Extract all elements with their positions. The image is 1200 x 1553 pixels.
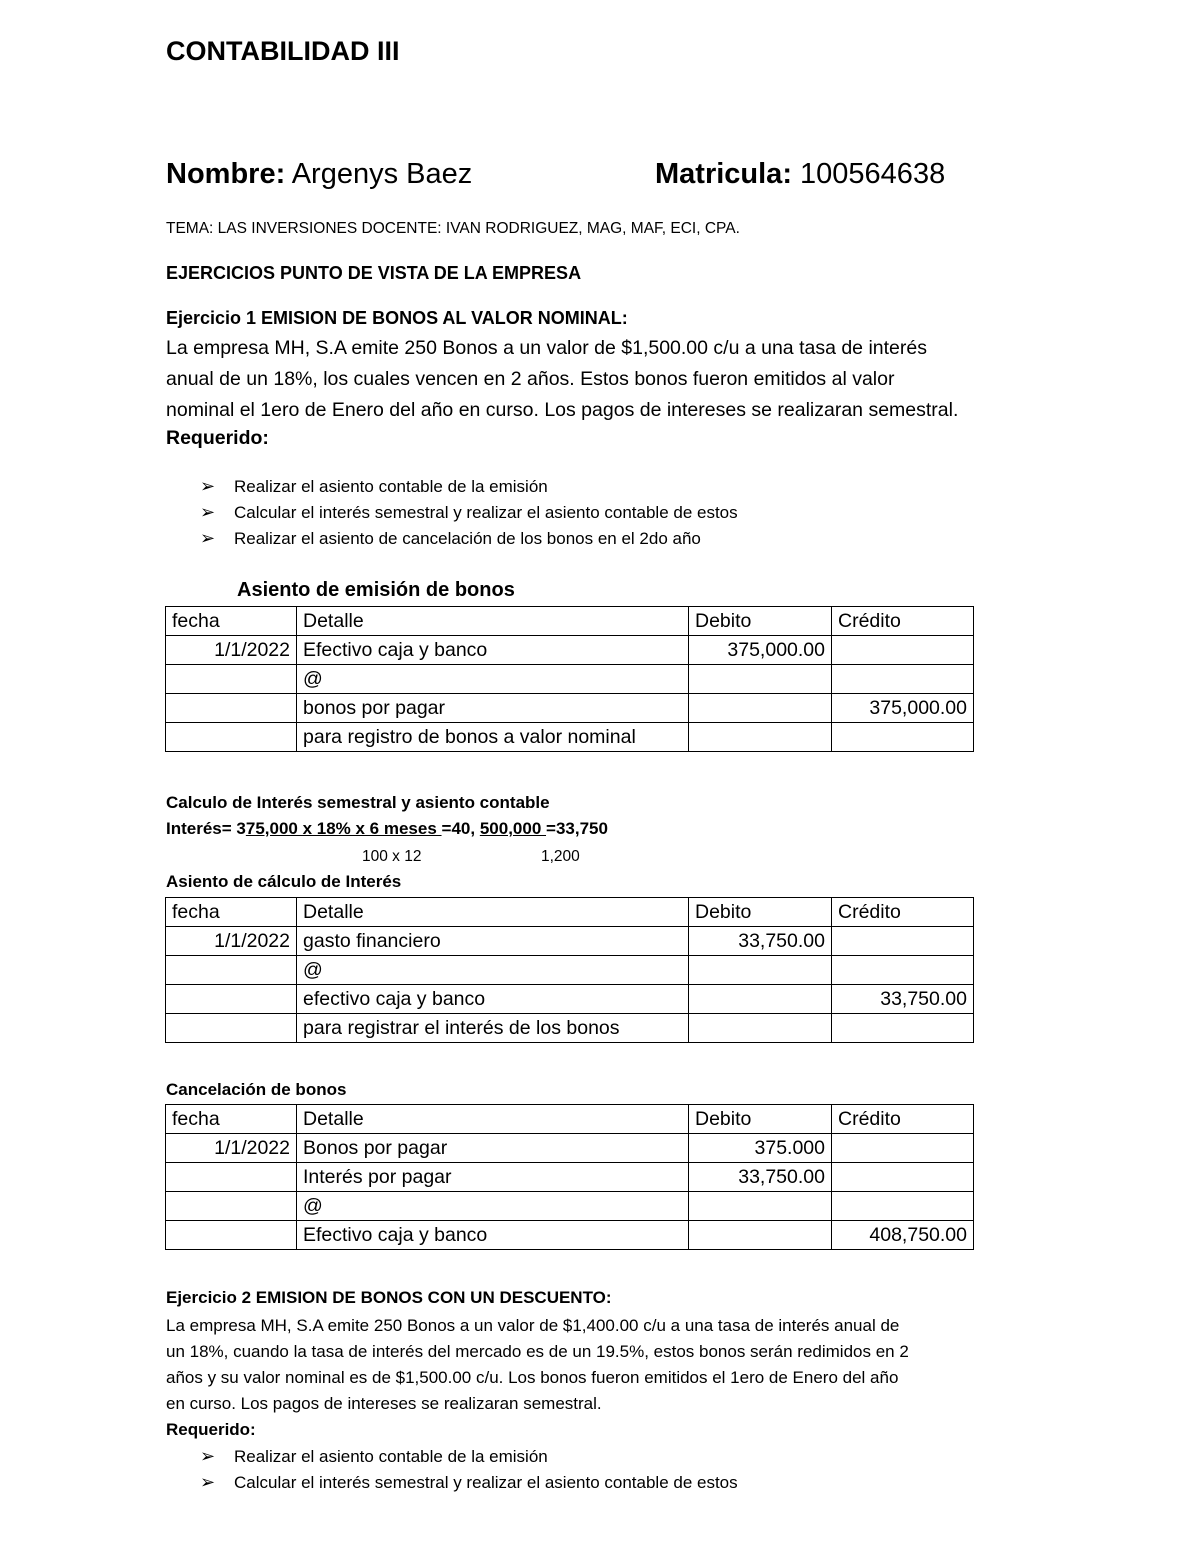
formula-numerator-1: 75,000 x 18% x 6 meses: [245, 819, 442, 838]
credit-cell: [832, 1163, 974, 1192]
table-row: [166, 927, 974, 956]
debit-cell: [689, 985, 832, 1014]
ex2-line: años y su valor nominal es de $1,500.00 c/u. Los bonos fueron emitidos el 1ero de Enero del año: [166, 1368, 899, 1387]
ex2-line: en curso. Los pagos de intereses se realizaran semestral.: [166, 1394, 602, 1413]
formula-result: =33,750: [546, 819, 608, 838]
debit-cell: 375.000: [689, 1134, 832, 1163]
date-cell: 1/1/2022: [166, 1134, 297, 1163]
date-cell: 1/1/2022: [166, 927, 297, 956]
debit-cell: [689, 723, 832, 752]
header-cell: Debito: [689, 607, 832, 636]
arrow-bullet-icon: ➢: [200, 1446, 216, 1466]
calc-heading: Calculo de Interés semestral y asiento contable: [166, 793, 550, 812]
cancelacion-table: [165, 1104, 974, 1250]
date-cell: [166, 665, 297, 694]
formula-numerator-2: 500,000: [479, 819, 547, 838]
header-cell: Crédito: [832, 898, 974, 927]
credit-cell: 375,000.00: [832, 694, 974, 723]
header-cell: Detalle: [297, 607, 689, 636]
ex2-requerido: Requerido:: [166, 1420, 256, 1439]
date-cell: [166, 956, 297, 985]
ex1-paragraph: [166, 333, 958, 426]
table-header-row: [166, 1105, 974, 1134]
date-cell: 1/1/2022: [166, 636, 297, 665]
formula-denominator-2: 1,200: [541, 848, 580, 865]
header-cell: Crédito: [832, 607, 974, 636]
credit-cell: [832, 927, 974, 956]
header-cell: Debito: [689, 1105, 832, 1134]
arrow-bullet-icon: ➢: [200, 476, 216, 496]
detail-cell: @: [297, 956, 689, 985]
credit-cell: [832, 1192, 974, 1221]
debit-cell: [689, 694, 832, 723]
credit-cell: [832, 723, 974, 752]
date-cell: [166, 694, 297, 723]
formula-mid: =40,: [441, 819, 480, 838]
header-cell: fecha: [166, 898, 297, 927]
date-cell: [166, 985, 297, 1014]
ex2-bullet: [200, 1446, 548, 1467]
emision-table: [165, 606, 974, 752]
credit-cell: [832, 665, 974, 694]
detail-cell: bonos por pagar: [297, 694, 689, 723]
table-row: [166, 694, 974, 723]
table-row: [166, 665, 974, 694]
debit-cell: 33,750.00: [689, 927, 832, 956]
bullet-text: Calcular el interés semestral y realizar el asiento contable de estos: [234, 1473, 738, 1492]
debit-cell: [689, 956, 832, 985]
header-cell: Detalle: [297, 1105, 689, 1134]
credit-cell: [832, 1134, 974, 1163]
debit-cell: [689, 1014, 832, 1043]
ex2-line: un 18%, cuando la tasa de interés del mercado es de un 19.5%, estos bonos serán redimidos en 2: [166, 1342, 909, 1361]
interes-table-title: Asiento de cálculo de Interés: [166, 872, 402, 891]
header-cell: fecha: [166, 1105, 297, 1134]
ex1-heading: Ejercicio 1 EMISION DE BONOS AL VALOR NOMINAL:: [166, 308, 628, 328]
detail-cell: Interés por pagar: [297, 1163, 689, 1192]
detail-cell: para registro de bonos a valor nominal: [297, 723, 689, 752]
arrow-bullet-icon: ➢: [200, 502, 216, 522]
topic-line: TEMA: LAS INVERSIONES DOCENTE: IVAN RODRIGUEZ, MAG, MAF, ECI, CPA.: [166, 220, 740, 237]
table-row: [166, 636, 974, 665]
ex2-line: La empresa MH, S.A emite 250 Bonos a un valor de $1,400.00 c/u a una tasa de interés anual de: [166, 1316, 900, 1335]
table-row: [166, 1192, 974, 1221]
table-row: [166, 1221, 974, 1250]
debit-cell: [689, 1192, 832, 1221]
calc-formula: [166, 819, 608, 839]
ex2-paragraph: [166, 1313, 909, 1417]
table-header-row: [166, 898, 974, 927]
debit-cell: 33,750.00: [689, 1163, 832, 1192]
date-cell: [166, 1192, 297, 1221]
detail-cell: para registrar el interés de los bonos: [297, 1014, 689, 1043]
table-row: [166, 985, 974, 1014]
credit-cell: [832, 956, 974, 985]
ex2-heading: Ejercicio 2 EMISION DE BONOS CON UN DESCUENTO:: [166, 1288, 612, 1307]
table-row: [166, 1134, 974, 1163]
bullet-text: Realizar el asiento contable de la emisión: [234, 1447, 548, 1466]
credit-cell: 408,750.00: [832, 1221, 974, 1250]
matricula-value: 100564638: [791, 158, 946, 190]
bullet-text: Realizar el asiento de cancelación de los bonos en el 2do año: [234, 529, 701, 548]
student-name: [166, 158, 472, 191]
bullet-text: Calcular el interés semestral y realizar el asiento contable de estos: [234, 503, 738, 522]
bullet-text: Realizar el asiento contable de la emisión: [234, 477, 548, 496]
arrow-bullet-icon: ➢: [200, 1472, 216, 1492]
name-label: Nombre:: [166, 158, 286, 190]
debit-cell: [689, 665, 832, 694]
formula-denominator-1: 100 x 12: [362, 848, 422, 865]
header-cell: Crédito: [832, 1105, 974, 1134]
detail-cell: Efectivo caja y banco: [297, 636, 689, 665]
ex1-requerido: Requerido:: [166, 427, 269, 449]
credit-cell: [832, 636, 974, 665]
detail-cell: efectivo caja y banco: [297, 985, 689, 1014]
credit-cell: 33,750.00: [832, 985, 974, 1014]
section-title: EJERCICIOS PUNTO DE VISTA DE LA EMPRESA: [166, 263, 582, 283]
table-row: [166, 1163, 974, 1192]
table-row: [166, 1014, 974, 1043]
credit-cell: [832, 1014, 974, 1043]
detail-cell: gasto financiero: [297, 927, 689, 956]
ex1-bullet: [200, 502, 738, 523]
table-row: [166, 956, 974, 985]
header-cell: fecha: [166, 607, 297, 636]
detail-cell: @: [297, 1192, 689, 1221]
ex1-line: nominal el 1ero de Enero del año en curso. Los pagos de intereses se realizaran semestral.: [166, 399, 959, 421]
ex2-bullet: [200, 1472, 738, 1493]
cancelacion-table-title: Cancelación de bonos: [166, 1080, 347, 1099]
document-title: CONTABILIDAD III: [166, 36, 400, 66]
date-cell: [166, 1163, 297, 1192]
date-cell: [166, 1221, 297, 1250]
student-id: [655, 158, 945, 191]
date-cell: [166, 723, 297, 752]
ex1-line: anual de un 18%, los cuales vencen en 2 años. Estos bonos fueron emitidos al valor: [166, 368, 895, 390]
arrow-bullet-icon: ➢: [200, 528, 216, 548]
ex1-bullet: [200, 528, 701, 549]
detail-cell: Bonos por pagar: [297, 1134, 689, 1163]
date-cell: [166, 1014, 297, 1043]
detail-cell: @: [297, 665, 689, 694]
header-cell: Detalle: [297, 898, 689, 927]
interes-table: [165, 897, 974, 1043]
detail-cell: Efectivo caja y banco: [297, 1221, 689, 1250]
ex1-line: La empresa MH, S.A emite 250 Bonos a un valor de $1,500.00 c/u a una tasa de interés: [166, 337, 927, 359]
matricula-label: Matricula:: [655, 158, 792, 190]
formula-prefix: Interés= 3: [166, 819, 246, 838]
name-value: Argenys Baez: [285, 158, 473, 190]
table-row: [166, 723, 974, 752]
header-cell: Debito: [689, 898, 832, 927]
debit-cell: 375,000.00: [689, 636, 832, 665]
table-header-row: [166, 607, 974, 636]
emision-table-title: Asiento de emisión de bonos: [237, 579, 515, 601]
ex1-bullet: [200, 476, 548, 497]
debit-cell: [689, 1221, 832, 1250]
